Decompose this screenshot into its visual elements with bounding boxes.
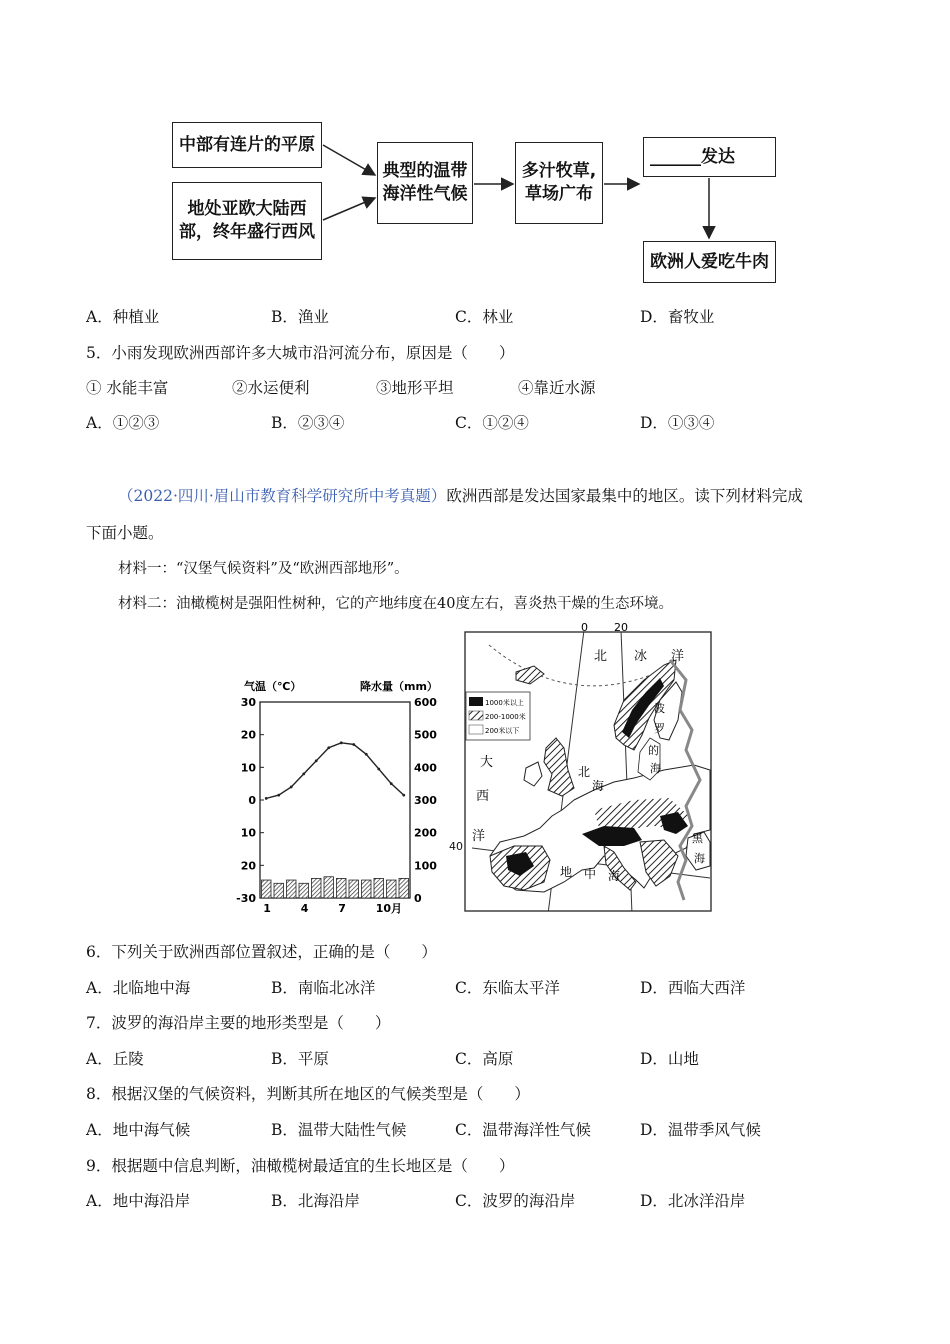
left-tick-label: 10 [240,826,256,840]
left-tick-label: 20 [240,859,256,873]
right-tick-label: 100 [414,859,437,873]
q8-option-c[interactable]: C．温带海洋性气候 [455,1121,591,1139]
flow-box-grass-line2: 草场广布 [525,184,593,204]
temp-point [327,746,330,749]
label-black-1: 黑 [692,832,703,845]
label-baltic-3: 的 [648,744,659,757]
flow-box-grass-line1: 多汁牧草, [521,161,597,182]
precip-bar [337,878,347,898]
material-1: 材料一：“汉堡气候资料”及“欧洲西部地形”。 [118,561,409,577]
q4-option-d[interactable]: D．畜牧业 [640,308,715,326]
label-med-3: 海 [608,869,621,883]
temp-point [352,743,355,746]
temp-point [340,741,343,744]
x-tick-label: 10月 [375,902,403,915]
label-lon0: 0 [581,621,588,634]
legend-low: 200米以下 [485,727,520,735]
q5-option-a[interactable]: A．①②③ [86,414,160,432]
temp-point [402,794,405,797]
temp-point [290,786,293,789]
q5-stem: 5．小雨发现欧洲西部许多大城市沿河流分布，原因是（ ） [86,344,515,362]
precip-bar [387,880,397,898]
left-tick-label: 0 [248,794,256,807]
right-tick-label: 500 [414,728,437,742]
q8-option-b[interactable]: B．温带大陆性气候 [271,1121,407,1139]
flow-box-location-line1: 地处亚欧大陆西 [187,199,307,220]
q5-option-b[interactable]: B．②③④ [271,414,345,432]
q9-option-c[interactable]: C．波罗的海沿岸 [455,1192,576,1210]
label-baltic-4: 海 [650,762,661,775]
label-northsea-2: 海 [592,779,605,793]
label-northsea-1: 北 [578,765,591,779]
chart-frame [260,702,410,898]
right-tick-label: 600 [414,696,437,709]
precip-bar [362,880,372,898]
right-tick-label: 300 [414,794,437,807]
q7-option-c[interactable]: C．高原 [455,1050,514,1068]
precip-bar [324,877,334,898]
label-arctic-3: 洋 [671,649,685,664]
chart-right-label: 降水量（mm） [360,680,438,693]
precip-bar [262,880,272,898]
label-atlantic-1: 大 [480,755,494,770]
label-lat40: 40 [449,840,463,853]
q5-item-2: ②水运便利 [232,379,310,397]
legend-high: 1000米以上 [485,699,524,707]
q8-option-d[interactable]: D．温带季风气候 [640,1121,761,1139]
q6-stem: 6．下列关于欧洲西部位置叙述，正确的是（ ） [86,943,437,961]
flow-box-beef-text: 欧洲人爱吃牛肉 [650,251,769,272]
map-legend [466,692,530,740]
q7-option-b[interactable]: B．平原 [271,1050,329,1068]
label-atlantic-3: 洋 [472,829,486,844]
legend-mid: 200-1000米 [485,713,526,721]
temp-point [265,797,268,800]
intro-text1: 欧洲西部是发达国家最集中的地区。读下列材料完成 [446,487,803,505]
x-tick-label: 1 [263,902,271,915]
arrow-location-to-climate [323,198,375,220]
label-baltic-1: 波 [654,702,665,715]
q5-option-c[interactable]: C．①②④ [455,414,529,432]
left-tick-label: 20 [240,728,256,742]
temp-point [315,759,318,762]
flow-box-climate-line1: 典型的温带 [382,161,468,182]
q4-option-b[interactable]: B．渔业 [271,308,329,326]
q9-option-d[interactable]: D．北冰洋沿岸 [640,1192,746,1210]
q7-stem: 7．波罗的海沿岸主要的地形类型是（ ） [86,1014,391,1032]
left-tick-label: -30 [236,892,256,905]
flow-box-plain-text: 中部有连片的平原 [179,134,315,155]
precip-bar [299,883,309,898]
label-arctic-1: 北 [594,649,608,664]
flow-box-industry-text: 发达 [701,146,735,167]
q8-stem: 8．根据汉堡的气候资料，判断其所在地区的气候类型是（ ） [86,1085,530,1103]
chart-plot-area [236,696,437,915]
q5-option-d[interactable]: D．①③④ [640,414,715,432]
left-tick-label: 30 [240,696,256,709]
label-lon20: 20 [614,621,628,634]
q5-item-1: ① 水能丰富 [86,379,169,397]
q9-option-b[interactable]: B．北海沿岸 [271,1192,360,1210]
temp-point [302,772,305,775]
flow-box-industry-blank: ______ [650,146,701,167]
flow-box-location-line2: 部，终年盛行西风 [179,222,315,242]
q9-option-a[interactable]: A．地中海沿岸 [86,1192,191,1210]
label-med-2: 中 [584,867,597,881]
label-baltic-2: 罗 [654,722,665,735]
right-tick-label: 0 [414,892,422,905]
label-med-1: 地 [560,865,573,879]
q7-option-d[interactable]: D．山地 [640,1050,699,1068]
temp-point [277,794,280,797]
q4-option-a[interactable]: A．种植业 [86,308,160,326]
intro-source: （2022·四川·眉山市教育科学研究所中考真题） [118,487,447,505]
label-atlantic-2: 西 [476,789,490,804]
precip-bar [274,883,284,898]
intro-line1 [118,484,803,506]
temp-point [377,768,380,771]
chart-left-label: 气温（℃） [244,680,302,693]
x-tick-label: 4 [300,902,309,915]
q5-item-3: ③地形平坦 [376,379,454,397]
q4-option-c[interactable]: C．林业 [455,308,514,326]
q7-option-a[interactable]: A．丘陵 [86,1050,144,1068]
intro-text2: 下面小题。 [86,524,164,542]
precip-bar [349,880,359,898]
x-tick-label: 7 [338,902,346,915]
climate-chart [230,672,450,917]
precip-bar [399,878,409,898]
precip-bar [287,880,297,898]
q6-option-a[interactable]: A．北临地中海 [86,979,191,997]
right-tick-label: 400 [414,761,437,775]
q6-option-b[interactable]: B．南临北冰洋 [271,979,376,997]
temp-point [365,753,368,756]
label-black-2: 海 [694,852,705,865]
right-tick-label: 200 [414,826,437,840]
arrow-plain-to-climate [323,145,375,175]
material-2: 材料二：油橄榄树是强阳性树种，它的产地纬度在40度左右，喜炎热干燥的生态环境。 [118,596,673,612]
q6-option-c[interactable]: C．东临太平洋 [455,979,560,997]
europe-map [464,620,714,914]
q8-option-a[interactable]: A．地中海气候 [86,1121,191,1139]
flow-arrows [0,0,950,300]
precip-bar [374,878,384,898]
left-tick-label: 10 [240,761,256,775]
q5-item-4: ④靠近水源 [518,379,596,397]
label-arctic-2: 冰 [634,649,648,664]
temp-point [390,782,393,785]
q6-option-d[interactable]: D．西临大西洋 [640,979,746,997]
q9-stem: 9．根据题中信息判断，油橄榄树最适宜的生长地区是（ ） [86,1157,515,1175]
flow-box-climate-line2: 海洋性气候 [382,184,468,204]
precip-bar [312,878,322,898]
